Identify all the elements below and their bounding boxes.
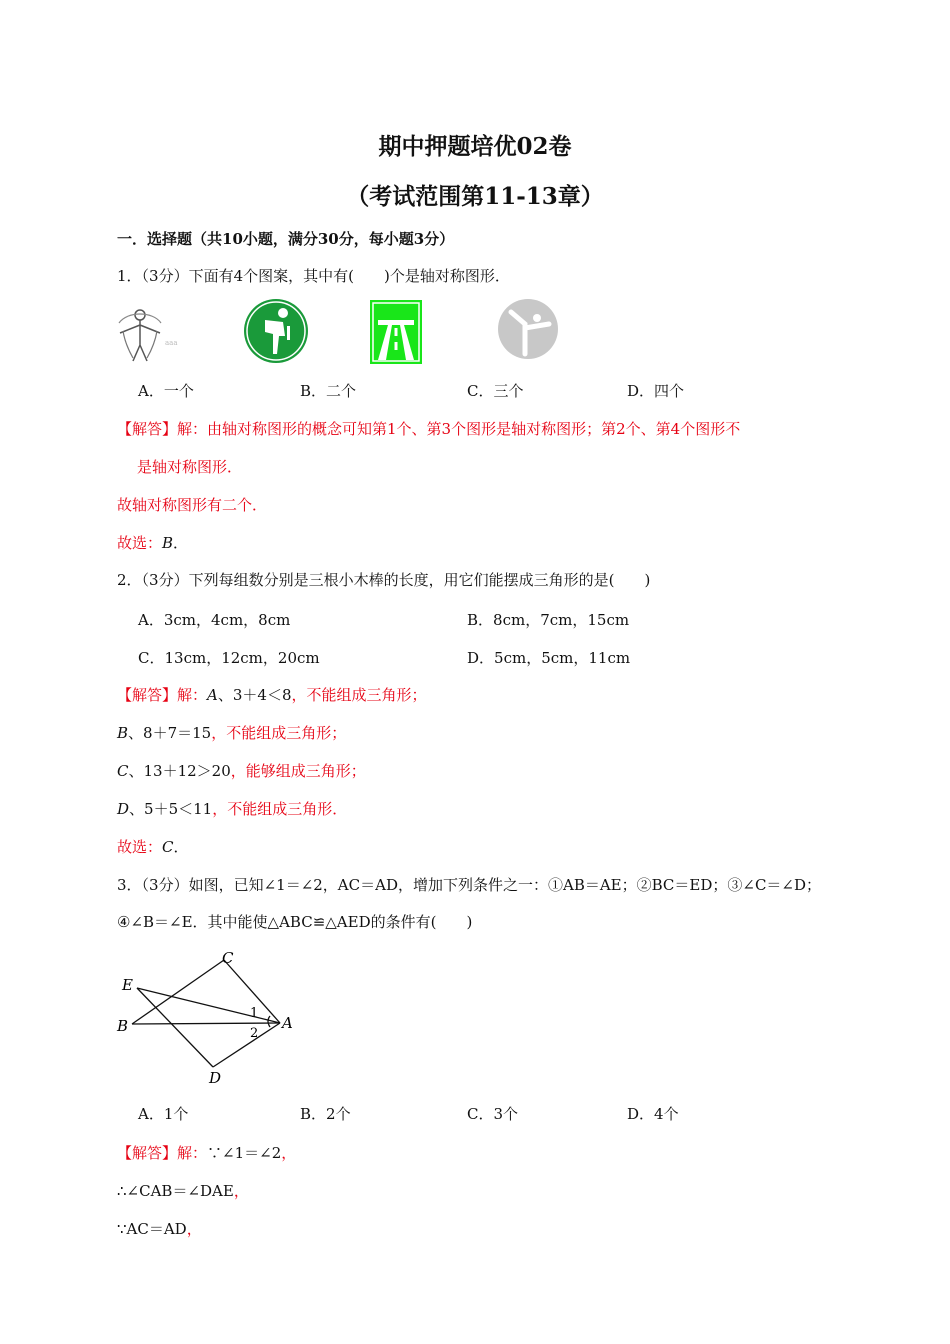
green-highway-sign-icon bbox=[370, 300, 422, 364]
q1-answer-line-3: 故轴对称图形有二个． bbox=[117, 496, 268, 514]
q1-choice: 故选：B． bbox=[117, 534, 189, 552]
q3-option-d: D．4个 bbox=[627, 1105, 679, 1123]
q1-option-c: C．三个 bbox=[467, 382, 524, 400]
q3-stem-line-2: ④∠B＝∠E．其中能使△ABC≌△AED的条件有( ) bbox=[117, 913, 473, 931]
grey-gymnast-sign-icon bbox=[497, 298, 559, 360]
q1-answer-line-2: 是轴对称图形． bbox=[137, 458, 243, 476]
q2-choice: 故选：C． bbox=[117, 838, 189, 856]
q3-answer-line-1: 【解答】解：∵∠1＝∠2， bbox=[117, 1144, 297, 1162]
section-heading: 一．选择题（共10小题，满分30分，每小题3分） bbox=[117, 230, 455, 248]
q3-option-c: C．3个 bbox=[467, 1105, 519, 1123]
q2-option-c: C．13cm，12cm，20cm bbox=[138, 649, 320, 667]
angle-label-1: 1 bbox=[250, 1006, 259, 1021]
angel-figure-icon bbox=[115, 303, 190, 363]
label-b: B bbox=[117, 1017, 129, 1035]
q2-stem: 2．（3分）下列每组数分别是三根小木棒的长度，用它们能摆成三角形的是( ) bbox=[117, 571, 651, 589]
green-person-sign-icon bbox=[243, 298, 309, 364]
q2-option-a: A．3cm，4cm，8cm bbox=[138, 611, 291, 629]
q1-option-a: A．一个 bbox=[138, 382, 194, 400]
label-c: C bbox=[222, 949, 234, 967]
q1-option-d: D．四个 bbox=[627, 382, 685, 400]
q1-option-b: B．二个 bbox=[300, 382, 357, 400]
page-subtitle: （考试范围第11-13章） bbox=[346, 183, 604, 210]
q2-option-d: D．5cm，5cm，11cm bbox=[467, 649, 631, 667]
q3-option-b: B．2个 bbox=[300, 1105, 351, 1123]
q3-answer-line-3: ∵AC＝AD， bbox=[117, 1220, 202, 1238]
label-e: E bbox=[122, 976, 133, 994]
q3-stem-line-1: 3．（3分）如图，已知∠1＝∠2，AC＝AD，增加下列条件之一：①AB＝AE；②BC＝ED；③∠C＝∠D； bbox=[117, 876, 822, 894]
q3-option-a: A．1个 bbox=[138, 1105, 189, 1123]
q2-answer-line-b: B、8＋7＝15，不能组成三角形； bbox=[117, 724, 347, 742]
q2-option-b: B．8cm，7cm，15cm bbox=[467, 611, 630, 629]
label-a: A bbox=[282, 1014, 293, 1032]
q1-stem: 1．（3分）下面有4个图案，其中有( )个是轴对称图形． bbox=[117, 267, 510, 285]
q1-answer-line-1: 【解答】解：由轴对称图形的概念可知第1个、第3个图形是轴对称图形；第2个、第4个图形不 bbox=[117, 420, 741, 438]
page-title: 期中押题培优02卷 bbox=[378, 133, 572, 160]
angle-label-2: 2 bbox=[250, 1026, 259, 1041]
svg-text:aaa: aaa bbox=[165, 339, 178, 347]
q3-triangle-figure bbox=[112, 945, 302, 1090]
q2-answer-line-a: 【解答】解：A、3＋4＜8，不能组成三角形； bbox=[117, 686, 427, 704]
label-d: D bbox=[209, 1069, 222, 1087]
q2-answer-line-d: D、5＋5＜11，不能组成三角形． bbox=[117, 800, 348, 818]
q2-answer-line-c: C、13＋12＞20，能够组成三角形； bbox=[117, 762, 366, 780]
q3-answer-line-2: ∴∠CAB＝∠DAE， bbox=[117, 1182, 249, 1200]
